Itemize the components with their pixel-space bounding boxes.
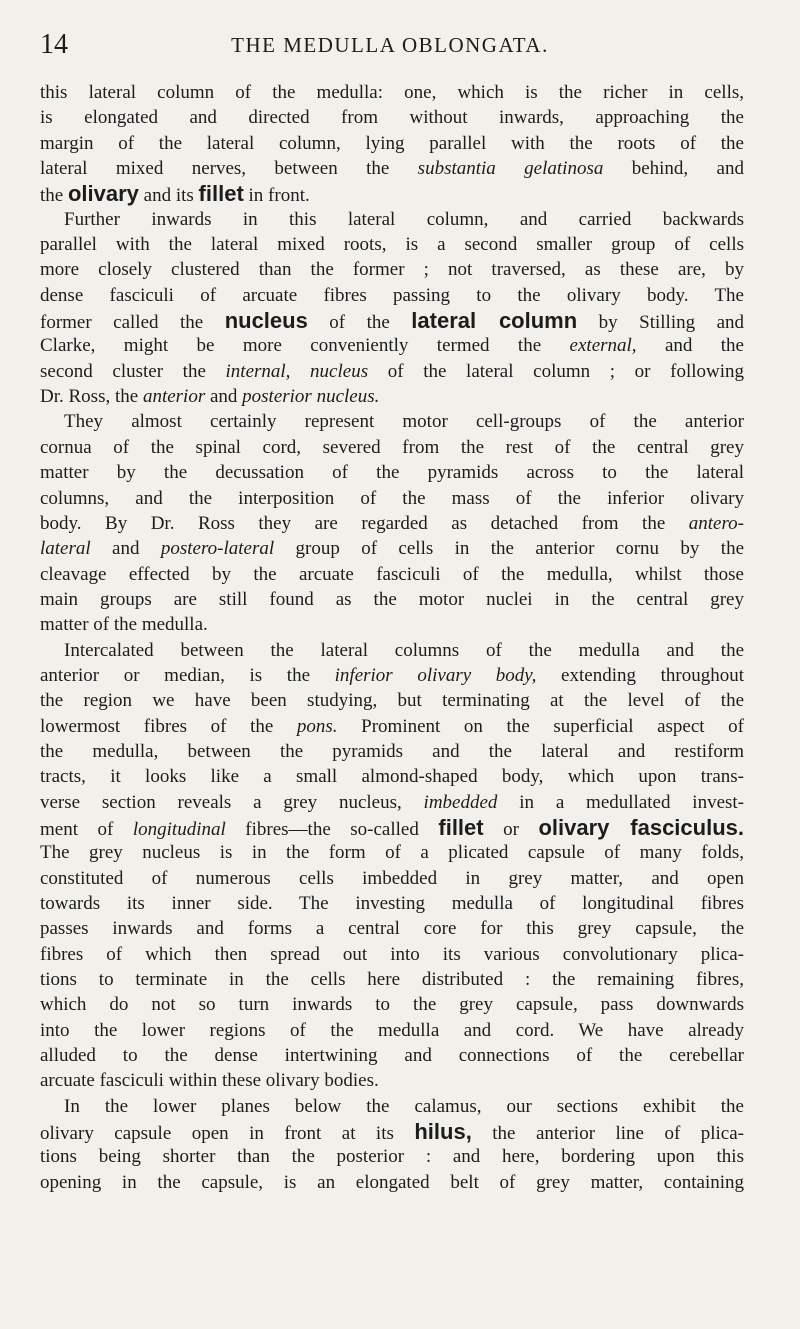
text-line <box>40 688 744 713</box>
text-segment: the region we have been studying, but terminating at the level of the <box>40 690 744 712</box>
italic-term: imbedded <box>423 791 498 813</box>
text-segment: behind, and <box>603 158 744 180</box>
text-line <box>40 562 744 587</box>
text-segment: which do not so turn inwards to the grey capsule, pass downwards <box>40 994 744 1016</box>
text-segment: is elongated and directed from without inwards, approaching the <box>40 107 744 129</box>
text-segment: body. By Dr. Ross they are regarded as detached from the <box>40 512 689 534</box>
emphasized-term: fillet <box>198 181 244 207</box>
text-segment: verse section reveals a grey nucleus, <box>40 791 424 813</box>
text-segment: and its <box>138 185 199 207</box>
italic-term: posterior nucleus. <box>242 386 380 408</box>
text-segment: and the <box>636 335 744 357</box>
text-segment: in a medullated invest- <box>497 791 744 813</box>
emphasized-term: fillet <box>438 814 484 840</box>
text-line <box>40 967 744 992</box>
italic-term: longitudinal <box>132 818 226 840</box>
text-line <box>40 942 744 967</box>
text-segment: extending throughout <box>536 664 744 686</box>
text-line <box>40 891 744 916</box>
text-segment: and <box>205 386 243 408</box>
text-segment: towards its inner side. The investing medulla of longitudinal fibres <box>40 893 744 914</box>
text-line <box>40 435 744 460</box>
text-segment: olivary capsule open in front at its <box>40 1123 415 1145</box>
text-line <box>40 131 744 156</box>
body-text <box>40 80 744 1195</box>
text-line <box>40 866 744 891</box>
text-segment: Dr. Ross, the <box>40 386 143 408</box>
text-segment: of the lateral column ; or following <box>368 360 745 382</box>
italic-term: antero- <box>688 512 744 534</box>
text-segment: tions being shorter than the posterior : and here, bordering upon this <box>40 1146 744 1168</box>
text-segment: Clarke, might be more conveniently termed the <box>40 335 570 357</box>
text-segment: columns, and the interposition of the mass of the inferior olivary <box>40 487 744 509</box>
text-segment: cornua of the spinal cord, severed from the rest of the central grey <box>40 436 744 458</box>
text-segment: former called the <box>40 312 225 334</box>
text-line <box>40 1144 744 1169</box>
emphasized-term: olivary fasciculus. <box>538 814 744 840</box>
text-segment: opening in the capsule, is an elongated belt of grey matter, containing <box>40 1171 744 1193</box>
text-segment: the medulla, between the pyramids and the lateral and restiform <box>40 740 744 762</box>
text-segment: main groups are still found as the motor nuclei in the central grey <box>40 588 744 610</box>
text-line <box>40 764 744 789</box>
text-line <box>40 1170 744 1195</box>
text-segment: arcuate fasciculi within these olivary bodies. <box>40 1070 379 1092</box>
text-line <box>40 80 744 105</box>
text-line <box>40 992 744 1017</box>
text-segment: Prominent on the superficial aspect of <box>337 715 745 737</box>
text-segment: the anterior line of plica- <box>471 1123 744 1145</box>
text-segment: dense fasciculi of arcuate fibres passing to the olivary body. The <box>40 284 744 306</box>
text-segment: margin of the lateral column, lying parallel with the roots of the <box>40 132 744 154</box>
text-segment: parallel with the lateral mixed roots, is a second smaller group of cells <box>40 234 744 256</box>
text-segment: the <box>40 185 68 207</box>
italic-term: substantia gelatinosa <box>417 158 604 180</box>
text-line <box>40 587 744 612</box>
text-segment: They almost certainly represent motor cell-groups of the anterior <box>64 411 744 433</box>
text-line <box>40 1068 744 1093</box>
italic-term: lateral <box>40 538 91 560</box>
emphasized-term: lateral column <box>411 308 578 334</box>
text-line <box>40 460 744 485</box>
text-line <box>40 384 744 409</box>
text-line <box>40 1043 744 1068</box>
text-line <box>40 1094 744 1119</box>
text-segment: group of cells in the anterior cornu by the <box>274 538 745 560</box>
text-segment: fibres of which then spread out into its various convolutionary plica- <box>40 943 744 965</box>
italic-term: pons. <box>296 715 338 737</box>
text-segment: alluded to the dense intertwining and connections of the cerebellar <box>40 1045 744 1067</box>
text-line <box>40 638 744 663</box>
italic-term: postero-lateral <box>160 538 275 560</box>
text-segment: this lateral column of the medulla: one, which is the richer in cells, <box>40 82 744 103</box>
emphasized-term: olivary <box>67 181 139 207</box>
text-segment: lateral mixed nerves, between the <box>40 158 418 180</box>
text-segment: matter of the medulla. <box>40 614 208 636</box>
italic-term: external, <box>569 335 637 357</box>
italic-term: anterior <box>142 386 206 408</box>
text-line <box>40 916 744 941</box>
text-line <box>40 308 744 333</box>
text-line <box>40 815 744 840</box>
text-line <box>40 663 744 688</box>
text-line <box>40 840 744 865</box>
text-line <box>40 333 744 358</box>
text-line <box>40 232 744 257</box>
text-line <box>40 409 744 434</box>
text-segment: passes inwards and forms a central core for this grey capsule, the <box>40 918 744 940</box>
text-segment: tracts, it looks like a small almond-shaped body, which upon trans- <box>40 766 744 788</box>
text-line <box>40 181 744 206</box>
text-segment: matter by the decussation of the pyramids across to the lateral <box>40 462 744 484</box>
text-line <box>40 156 744 181</box>
text-segment: In the lower planes below the calamus, our sections exhibit the <box>64 1095 744 1117</box>
text-segment: second cluster the <box>40 360 226 382</box>
text-segment: Intercalated between the lateral columns of the medulla and the <box>64 639 744 661</box>
text-line <box>40 105 744 130</box>
text-segment: The grey nucleus is in the form of a plicated capsule of many folds, <box>40 842 744 864</box>
text-line <box>40 486 744 511</box>
italic-term: inferior olivary body, <box>334 664 537 686</box>
emphasized-term: nucleus <box>224 308 308 334</box>
text-segment: by Stilling and <box>577 312 745 334</box>
italic-term: internal, nucleus <box>225 360 369 382</box>
text-segment: of the <box>307 312 412 334</box>
running-head: THE MEDULLA OBLONGATA. <box>231 33 549 57</box>
text-line <box>40 1119 744 1144</box>
text-segment: fibres—the so-called <box>225 818 439 840</box>
text-line <box>40 511 744 536</box>
text-segment: cleavage effected by the arcuate fasciculi of the medulla, whilst those <box>40 563 744 585</box>
text-line <box>40 257 744 282</box>
text-segment: constituted of numerous cells imbedded in grey matter, and open <box>40 867 744 889</box>
text-segment: anterior or median, is the <box>40 664 335 686</box>
text-segment: into the lower regions of the medulla and cord. We have already <box>40 1019 744 1041</box>
text-line <box>40 612 744 637</box>
page-number: 14 <box>40 29 68 60</box>
text-segment: lowermost fibres of the <box>40 715 297 737</box>
text-line <box>40 207 744 232</box>
text-line <box>40 714 744 739</box>
page-header <box>40 30 740 60</box>
text-segment: or <box>483 818 539 840</box>
text-line <box>40 536 744 561</box>
text-line <box>40 1018 744 1043</box>
text-line <box>40 359 744 384</box>
text-segment: tions to terminate in the cells here distributed : the remaining fibres, <box>40 969 744 991</box>
text-segment: and <box>90 538 161 560</box>
text-segment: Further inwards in this lateral column, and carried backwards <box>64 208 744 230</box>
emphasized-term: hilus, <box>414 1119 472 1145</box>
text-segment: more closely clustered than the former ; not traversed, as these are, by <box>40 259 744 281</box>
text-line <box>40 283 744 308</box>
text-line <box>40 790 744 815</box>
text-segment: ment of <box>40 818 133 840</box>
text-line <box>40 739 744 764</box>
text-segment: in front. <box>243 185 310 207</box>
